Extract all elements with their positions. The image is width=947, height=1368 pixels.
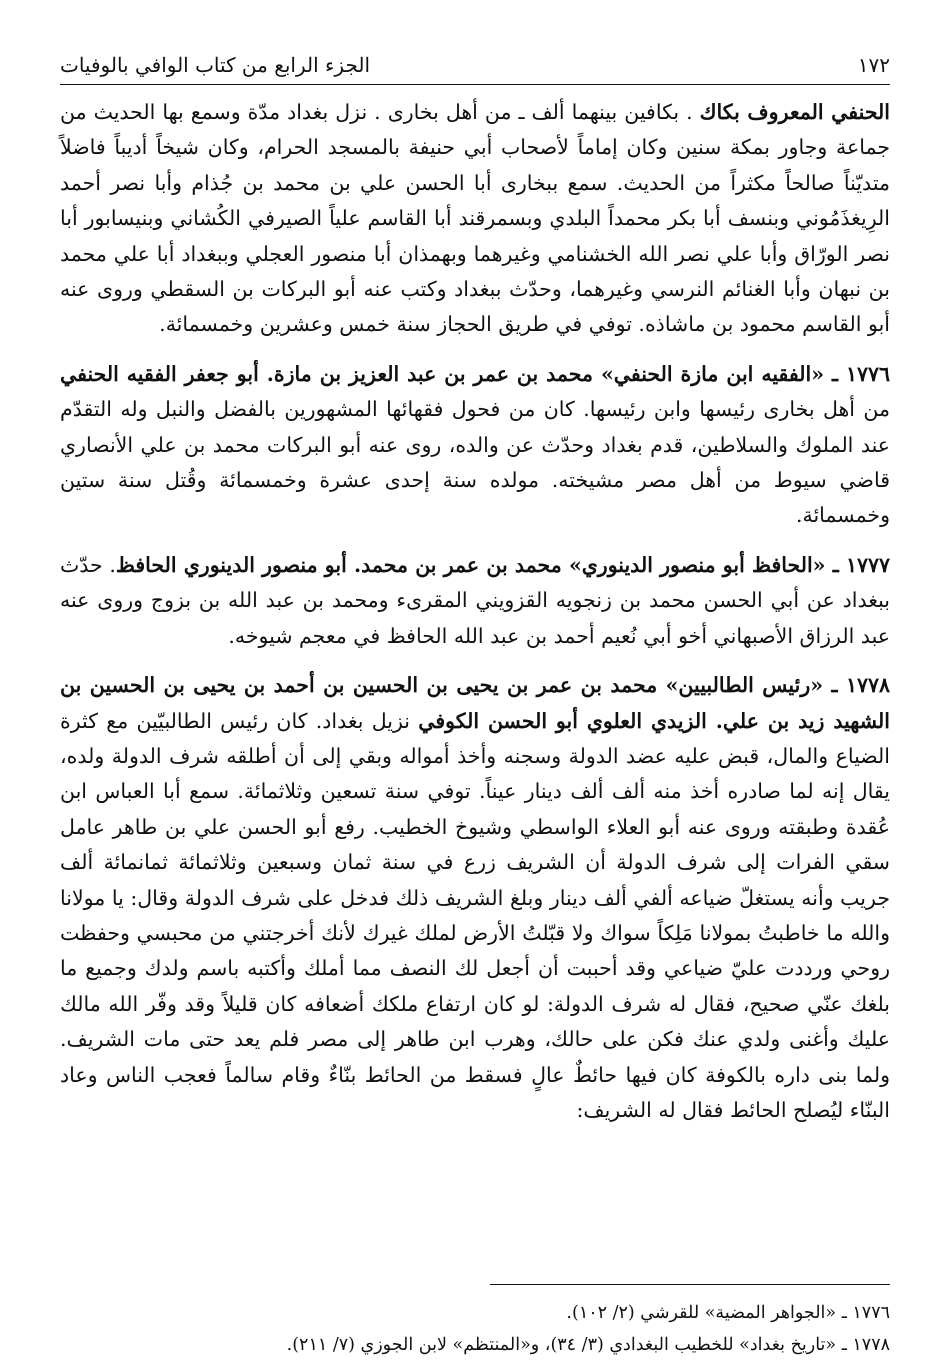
book-page	[60, 50, 890, 1355]
entry-text: . حدّث ببغداد عن أبي الحسن محمد بن زنجويه القزويني المقرىء ومحمد بن عبد الله بن بزوج وروى عنه عبد الرزاق الأصبهاني أخو أبي نُعيم أحمد بن عبد الله الحافظ في معجم شيوخه.	[60, 552, 890, 648]
entry-1778	[60, 668, 890, 1128]
running-title: الجزء الرابع من كتاب الوافي بالوفيات	[60, 53, 371, 77]
running-header	[60, 50, 890, 85]
page-number: ١٧٢	[857, 53, 890, 77]
entry-1777	[60, 548, 890, 654]
entry-text: . بكافين بينهما ألف ـ من أهل بخارى . نزل بغداد مدّة وسمع بها الحديث من جماعة وجاور بمكة سنين وكان إماماً لأصحاب أبي حنيفة بالمسجد الحرام، وكان شيخاً أديباً فاضلاً متديّناً صالحاً مكثراً من الحديث. سمع ببخارى أبا الحسن علي بن محمد بن جُذام وأبا نصر أحمد الرِيغذَمُوني وبنسف أبا بكر محمداً البلدي وبسمرقند أبا القاسم علياً الصيرفي الكُشاني وبنيسابور أبا نصر الورّاق وأبا علي نصر الله الخشنامي وغيرهما وبهمذان أبا منصور العجلي وببغداد أبا علي محمد بن نبهان وأبا الغنائم النرسي وغيرهما، وحدّث ببغداد وكتب عنه أبو البركات بن السقطي وروى عنه أبو القاسم محمود بن ماشاذه. توفي في طريق الحجاز سنة خمس وعشرين وخمسمائة.	[60, 100, 890, 337]
main-text	[60, 95, 890, 1128]
entry-heading: الحنفي المعروف بكاك	[699, 100, 890, 124]
entry-1776	[60, 357, 890, 534]
entry-text: من أهل بخارى رئيسها وابن رئيسها. كان من فحول فقهائها المشهورين بالفضل والنبل وله التقدّم عند الملوك والسلاطين، قدم بغداد وحدّث عن والده، روى عنه أبو البركات محمد بن علي الأنصاري قاضي سيوط من أهل مصر مشيخته. مولده سنة إحدى عشرة وخمسمائة وقُتل سنة ستين وخمسمائة.	[60, 397, 890, 528]
footnote-1778: ١٧٧٨ ـ «تاريخ بغداد» للخطيب البغدادي (٣/ ٣٤)، و«المنتظم» لابن الجوزي (٧/ ٢١١).	[286, 1335, 890, 1355]
entry-heading: ١٧٧٧ ـ «الحافظ أبو منصور الدينوري» محمد بن عمر بن محمد. أبو منصور الدينوري الحافظ	[115, 552, 890, 577]
footnote-rule	[490, 1284, 890, 1285]
entry-text: نزيل بغداد. كان رئيس الطالبيّين مع كثرة الضياع والمال، قبض عليه عضد الدولة وسجنه وأخذ أمواله وبقي إلى أن أطلقه شرف الدولة ولده، يقال إنه لما صادره أخذ منه ألف ألف دينار عيناً. توفي سنة تسعين وثلاثمائة. سمع أبا العباس ابن عُقدة وطبقته وروى عنه أبو العلاء الواسطي وشيوخ الخطيب. رفع أبو الحسن علي بن طاهر عامل سقي الفرات إلى شرف الدولة أن الشريف زرع في سنة ثمان وسبعين وثلاثمائة ثمانمائة ألف جريب وأنه يستغلّ ضياعه ألفي ألف دينار وبلغ الشريف ذلك فدخل على شرف الدولة وقال: يا مولانا والله ما خاطبتُ بمولانا مَلِكاً سواك ولا قبّلتُ الأرض لملك غيرك لأنك أخرجتني من محبسي وحفظت روحي ورددت عليّ ضياعي وقد أحببت أن أجعل لك النصف مما أملك وأكتبه باسم ولدك وجميع ما بلغك عنّي صحيح، فقال له شرف الدولة: لو كان ارتفاع ملكك أضعافه كان قليلاً وقد وفّر الله مالك عليك وأغنى ولدي عنك فكن على حالك، وهرب ابن طاهر إلى مصر فلم يعد حتى مات الشريف. ولما بنى داره بالكوفة كان فيها حائطٌ عالٍ فسقط من الحائط بنّاءٌ وقام سالماً فعجب الناس وعاد البنّاء ليُصلح الحائط فقال له الشريف:	[60, 708, 890, 1122]
footnotes	[60, 1240, 890, 1361]
entry-heading: ١٧٧٦ ـ «الفقيه ابن مازة الحنفي» محمد بن عمر بن عبد العزيز بن مازة. أبو جعفر الفقيه الحنفي	[60, 361, 890, 386]
footnote-1776: ١٧٧٦ ـ «الجواهر المضية» للقرشي (٢/ ١٠٢).	[566, 1303, 890, 1323]
entry-continuation	[60, 95, 890, 343]
entry-heading: ١٧٧٨ ـ «رئيس الطالبيين» محمد بن عمر بن يحيى بن الحسين بن أحمد بن يحيى بن الحسين بن الشهيد زيد بن علي. الزيدي العلوي أبو الحسن الكوفي	[60, 673, 890, 733]
